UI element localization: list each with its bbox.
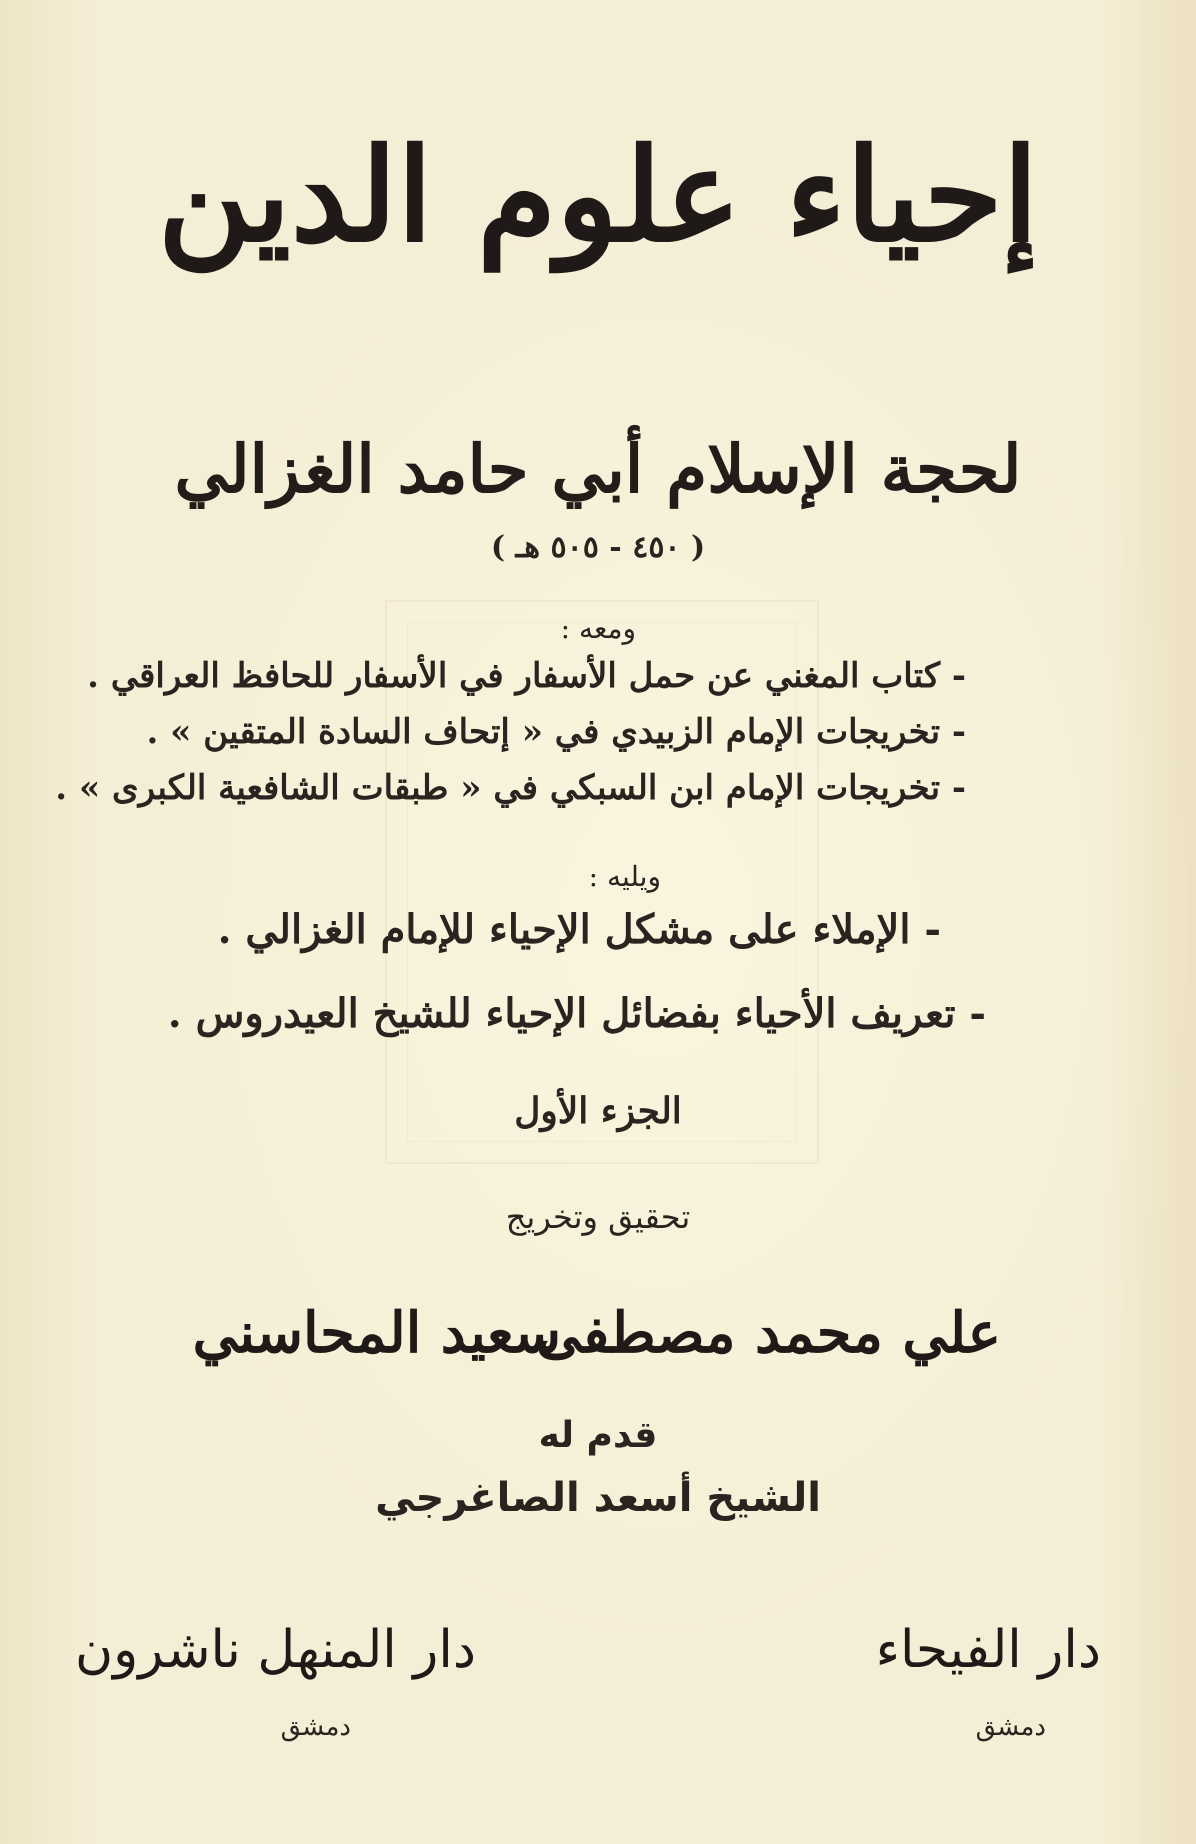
intro-label: قدم له <box>538 1415 658 1456</box>
with-item-1: - كتاب المغني عن حمل الأسفار في الأسفار للحافظ العراقي . <box>87 656 966 696</box>
publisher-1-city: دمشق <box>975 1712 1046 1742</box>
volume-label: الجزء الأول <box>514 1090 682 1132</box>
publisher-2-name: دار المنهل ناشرون <box>74 1620 476 1680</box>
editor-1: علي محمد مصطفى <box>535 1300 1001 1366</box>
author-line: لحجة الإسلام أبي حامد الغزالي <box>174 430 1022 508</box>
with-heading: ومعه : <box>560 612 636 645</box>
followed-item-1: - الإملاء على مشكل الإحياء للإمام الغزالي . <box>217 906 941 953</box>
edited-label: تحقيق وتخريج <box>505 1198 691 1236</box>
followed-heading: ويليه : <box>588 860 661 893</box>
publisher-2-city: دمشق <box>280 1712 351 1742</box>
followed-item-2: - تعريف الأحياء بفضائل الإحياء للشيخ العيدروس . <box>167 990 986 1037</box>
with-item-2: - تخريجات الإمام الزبيدي في « إتحاف السادة المتقين » . <box>146 712 966 752</box>
intro-name: الشيخ أسعد الصاغرجي <box>375 1475 821 1521</box>
publisher-1-name: دار الفيحاء <box>875 1620 1101 1680</box>
editor-2: سعيد المحاسني <box>192 1300 561 1366</box>
author-dates: ( ٤٥٠ - ٥٠٥ هـ ) <box>490 530 706 565</box>
book-title: إحياء علوم الدين <box>157 121 1039 271</box>
with-item-3: - تخريجات الإمام ابن السبكي في « طبقات الشافعية الكبرى » . <box>55 768 966 808</box>
